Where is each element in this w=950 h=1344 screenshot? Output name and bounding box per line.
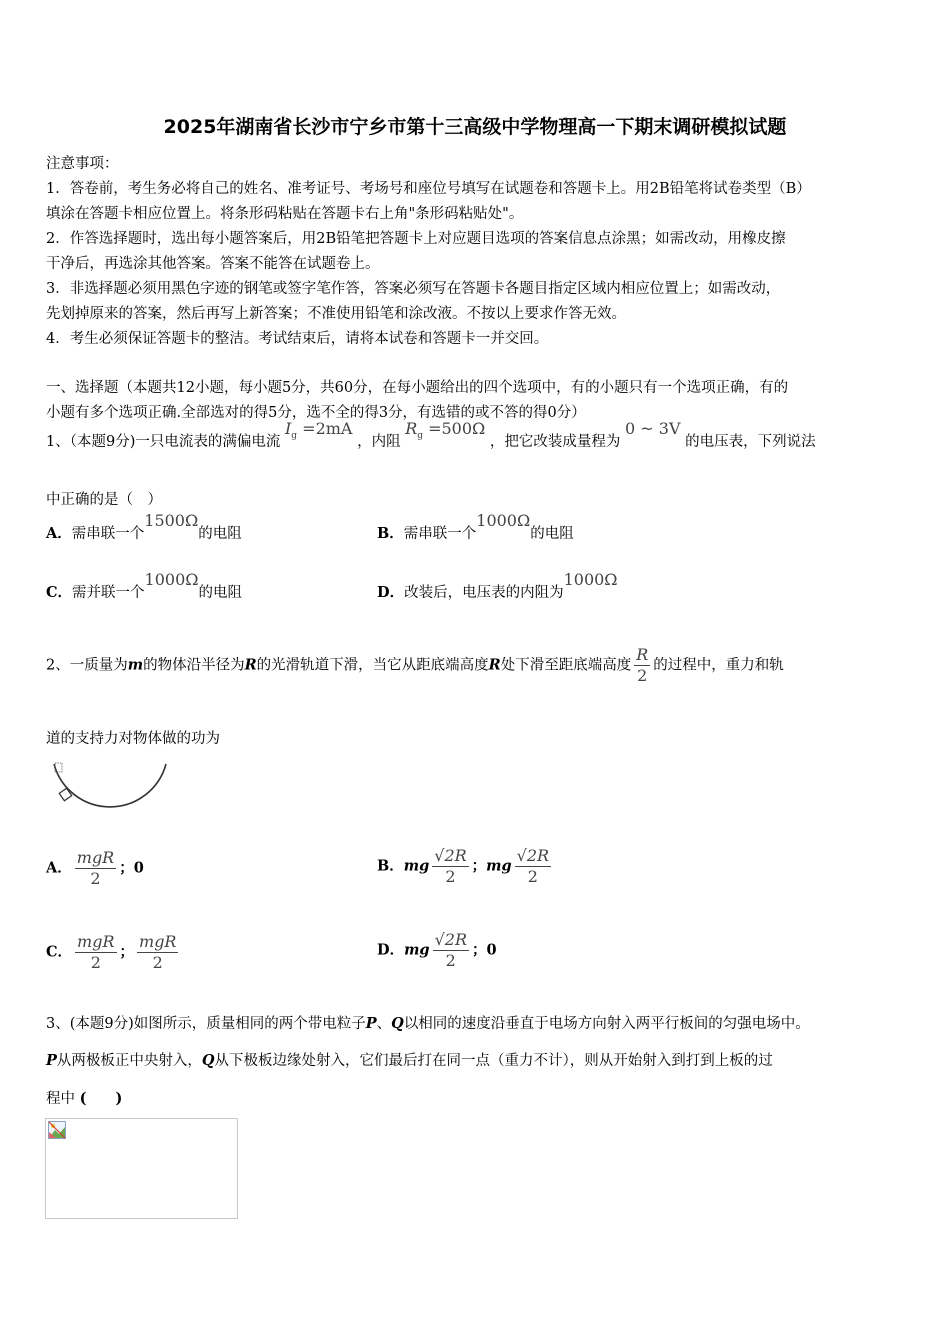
q1-option-c[interactable]: C．需并联一个1000Ω的电阻 <box>46 570 243 601</box>
notice-line: 4．考生必须保证答题卡的整洁。考试结束后，请将本试卷和答题卡一并交回。 <box>46 331 549 347</box>
question-3-stem-cont: P从两极板正中央射入，Q从下极板边缘处射入，它们最后打在同一点（重力不计），则从开始射入到打到上板的过 <box>46 1052 773 1069</box>
q1-text: ，内阻 <box>357 434 401 450</box>
notice-line: 3．非选择题必须用黑色字迹的钢笔或签字笔作答，答案必须写在答题卡各题目指定区域内相应位置上；如需改动， <box>46 281 781 297</box>
section-heading-cont: 小题有多个选项正确.全部选对的得5分，选不全的得3分，有选错的或不答的得0分） <box>46 405 586 421</box>
notice-heading: 注意事项： <box>46 156 119 172</box>
page-title: 2025年湖南省长沙市宁乡市第十三高级中学物理高一下期末调研模拟试题 <box>163 116 787 138</box>
q2-option-a[interactable]: A． $\frac{\text{mgR}}{2}$ ；0 <box>46 848 144 888</box>
question-3-stem-end: 程中 ( ) <box>46 1090 123 1107</box>
q1-option-d[interactable]: D．改装后，电压表的内阻为1000Ω <box>377 570 618 601</box>
q2-option-b[interactable]: B．mg $\frac{√2R}{2}$ ；mg $\frac{√2R}{2}$ <box>377 846 550 886</box>
broken-image-icon <box>48 1121 66 1139</box>
q1-text: 1、（本题9分)一只电流表的满偏电流 <box>46 434 281 450</box>
q1-rg-formula: $R_g =500\Omega$ <box>405 419 486 442</box>
q1-option-b[interactable]: B．需串联一个1000Ω的电阻 <box>377 511 574 542</box>
q1-text: 的电压表，下列说法 <box>685 434 816 450</box>
section-heading: 一、选择题（本题共12小题，每小题5分，共60分，在每小题给出的四个选项中，有的小题只有一个选项正确，有的 <box>46 380 789 396</box>
q2-option-c[interactable]: C． $\frac{\text{mgR}}{2}$ ； $\frac{\text{mgR}}{2}$ <box>46 932 177 972</box>
q1-ig-formula: $I_g =2mA$ <box>284 419 353 442</box>
notice-line: 干净后，再选涂其他答案。答案不能答在试题卷上。 <box>46 256 380 272</box>
question-1-stem-cont: 中正确的是（ ） <box>46 492 162 508</box>
notice-line: 先划掉原来的答案，然后再写上新答案；不准使用铅笔和涂改液。不按以上要求作答无效。 <box>46 306 626 322</box>
q2-option-d[interactable]: D．mg $\frac{√2R}{2}$ ；0 <box>377 930 497 970</box>
q2-frac-r-over-2: $\frac{R}{2}$ <box>636 645 649 685</box>
q1-range-formula: 0 ~ 3V <box>625 419 681 438</box>
question-1-stem <box>46 419 816 453</box>
notice-line: 1．答卷前，考生务必将自己的姓名、准考证号、考场号和座位号填写在试题卷和答题卡上。用2B铅笔将试卷类型（B） <box>46 181 811 197</box>
q1-option-a[interactable]: A．需串联一个1500Ω的电阻 <box>46 511 242 542</box>
broken-image-placeholder <box>45 1118 238 1219</box>
notice-line: 2．作答选择题时，选出每小题答案后，用2B铅笔把答题卡上对应题目选项的答案信息点涂黑；如需改动，用橡皮擦 <box>46 231 786 247</box>
question-2-stem-cont: 道的支持力对物体做的功为 <box>46 731 220 747</box>
circular-track-figure <box>48 760 172 826</box>
q1-text: ，把它改装成量程为 <box>489 434 621 450</box>
question-3-stem: 3、(本题9分)如图所示，质量相同的两个带电粒子P、Q以相同的速度沿垂直于电场方向射入两平行板间的匀强电场中。 <box>46 1015 810 1032</box>
notice-line: 填涂在答题卡相应位置上。将条形码粘贴在答题卡右上角"条形码粘贴处"。 <box>46 206 524 222</box>
question-2-stem: 2、一质量为m的物体沿半径为R的光滑轨道下滑，当它从距底端高度R处下滑至距底端高度 $\frac{R}{2}$ 的过程中，重力和轨 <box>46 645 784 685</box>
